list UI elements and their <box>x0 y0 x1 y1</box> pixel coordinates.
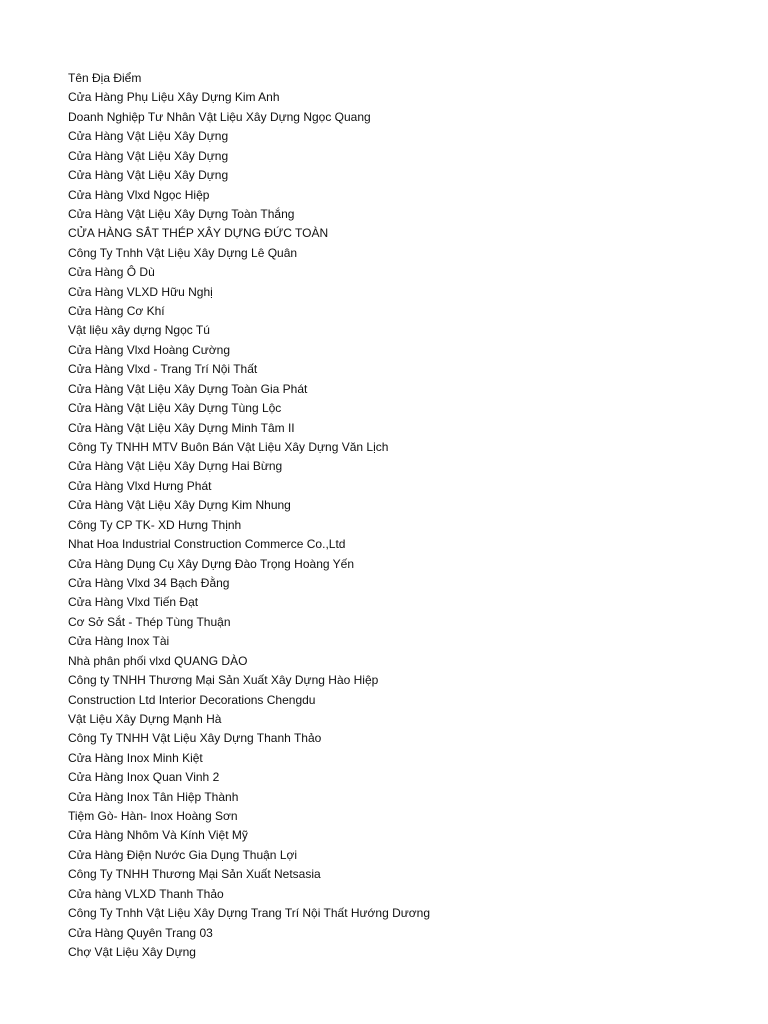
list-item: Construction Ltd Interior Decorations Chengdu <box>68 692 316 707</box>
list-item: Công Ty TNHH Thương Mại Sản Xuất Netsasia <box>68 867 321 882</box>
list-item: Công Ty TNHH MTV Buôn Bán Vật Liệu Xây Dựng Văn Lịch <box>68 440 389 455</box>
list-item: Cửa hàng VLXD Thanh Thảo <box>68 886 224 901</box>
list-header: Tên Địa Điểm <box>68 71 142 85</box>
list-item: Cơ Sở Sắt - Thép Tùng Thuận <box>68 614 231 629</box>
list-item: Nhat Hoa Industrial Construction Commerce Co.,Ltd <box>68 537 346 552</box>
list-item: CỬA HÀNG SẮT THÉP XÂY DỰNG ĐỨC TOÀN <box>68 226 329 241</box>
list-item: Cửa Hàng Vlxd Tiến Đạt <box>68 595 199 610</box>
list-item: Cửa Hàng Vlxd Ngọc Hiệp <box>68 187 210 202</box>
list-item: Cửa Hàng Inox Quan Vinh 2 <box>68 770 220 785</box>
list-item: Cửa Hàng Inox Tài <box>68 634 170 649</box>
list-item: Cửa Hàng Vlxd Hoàng Cường <box>68 342 231 357</box>
list-item: Cửa Hàng Phụ Liệu Xây Dựng Kim Anh <box>68 90 280 105</box>
list-item: Cửa Hàng Dụng Cụ Xây Dựng Đào Trọng Hoàng Yến <box>68 556 355 571</box>
list-item: Cửa Hàng Vật Liệu Xây Dựng Hai Bừng <box>68 459 283 474</box>
list-item: Công Ty Tnhh Vật Liệu Xây Dựng Lê Quân <box>68 245 298 260</box>
list-item: Công Ty Tnhh Vật Liệu Xây Dựng Trang Trí Nội Thất Hướng Dương <box>68 906 431 921</box>
list-item: Cửa Hàng Vlxd - Trang Trí Nội Thất <box>68 362 258 377</box>
list-item: Tiệm Gò- Hàn- Inox Hoàng Sơn <box>68 809 238 824</box>
list-item: Cửa Hàng Vật Liệu Xây Dựng Minh Tâm II <box>68 420 295 435</box>
list-item: Cửa Hàng Vlxd 34 Bạch Đằng <box>68 575 230 590</box>
list-item: Cửa Hàng Inox Minh Kiệt <box>68 750 203 765</box>
list-item: Cửa Hàng Vật Liệu Xây Dựng Tùng Lộc <box>68 401 282 416</box>
list-item: Cửa Hàng Vật Liệu Xây Dựng Toàn Thắng <box>68 206 295 221</box>
list-item: Công Ty CP TK- XD Hưng Thịnh <box>68 517 242 532</box>
list-item: Cửa Hàng VLXD Hữu Nghị <box>68 284 213 299</box>
list-item: Cửa Hàng Inox Tân Hiệp Thành <box>68 789 239 804</box>
list-item: Cửa Hàng Nhôm Và Kính Việt Mỹ <box>68 828 248 843</box>
list-item: Công ty TNHH Thương Mại Sản Xuất Xây Dựng Hào Hiệp <box>68 673 379 688</box>
place-name-list <box>68 69 430 962</box>
list-item: Cửa Hàng Vật Liệu Xây Dựng <box>68 129 229 144</box>
list-item: Công Ty TNHH Vật Liệu Xây Dựng Thanh Thảo <box>68 731 322 746</box>
list-item: Cửa Hàng Ô Dù <box>68 265 155 280</box>
list-item: Cửa Hàng Quyên Trang 03 <box>68 925 213 940</box>
list-item: Cửa Hàng Vật Liệu Xây Dựng <box>68 148 229 163</box>
list-item: Cửa Hàng Vật Liệu Xây Dựng <box>68 168 229 183</box>
list-item: Nhà phân phối vlxd QUANG DÀO <box>68 653 248 668</box>
list-item: Cửa Hàng Vật Liệu Xây Dựng Kim Nhung <box>68 498 291 513</box>
list-item: Cửa Hàng Vật Liệu Xây Dựng Toàn Gia Phát <box>68 381 308 396</box>
list-item: Vật liệu xây dựng Ngọc Tú <box>68 323 210 338</box>
list-item: Doanh Nghiệp Tư Nhân Vật Liệu Xây Dựng Ngọc Quang <box>68 109 371 124</box>
list-item: Cửa Hàng Cơ Khí <box>68 304 165 319</box>
list-item: Chợ Vật Liệu Xây Dựng <box>68 944 196 959</box>
list-item: Vật Liệu Xây Dựng Mạnh Hà <box>68 711 222 726</box>
list-item: Cửa Hàng Điện Nước Gia Dụng Thuận Lợi <box>68 847 298 862</box>
list-item: Cửa Hàng Vlxd Hưng Phát <box>68 478 212 493</box>
